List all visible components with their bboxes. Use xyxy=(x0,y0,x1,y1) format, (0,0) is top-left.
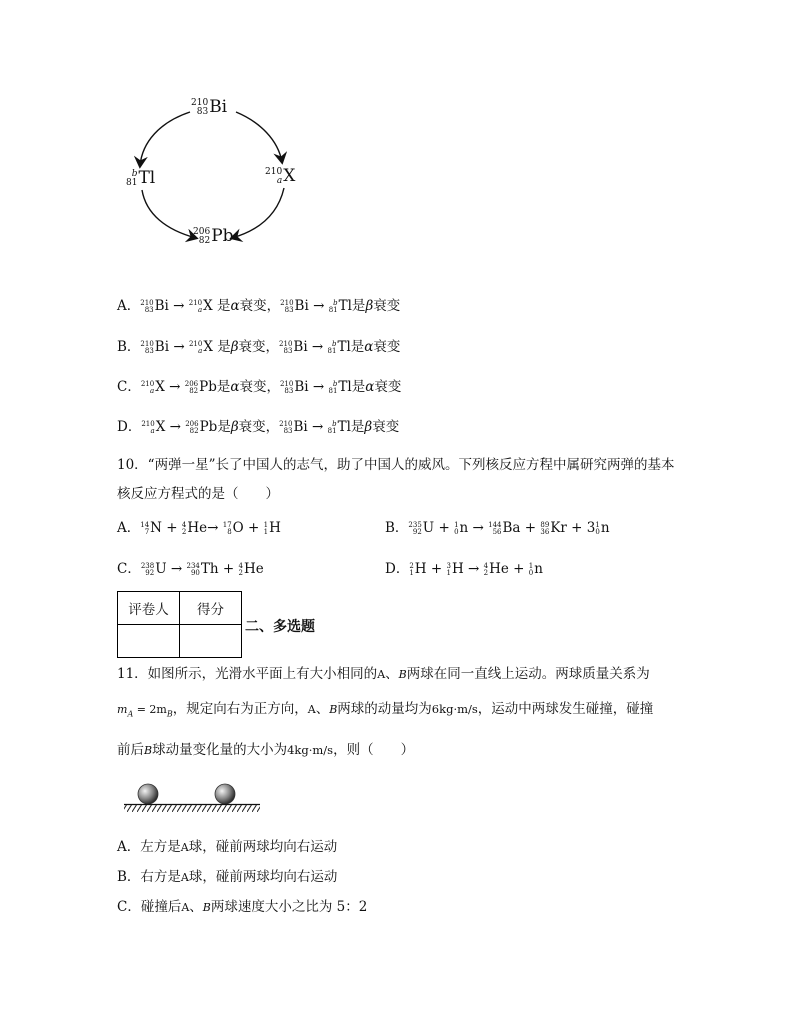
score-table-cell-grader[interactable] xyxy=(118,625,180,658)
nuclide-bi: 210 83 Bi xyxy=(191,97,228,117)
score-table-header-grader: 评卷人 xyxy=(118,592,180,625)
section-heading-multiple-choice: 二、多选题 xyxy=(245,619,315,635)
q10-option-b: B． 235 92 U + 1 0 n → 144 56 Ba + 89 36 Kr + 3 1 0 n xyxy=(385,520,610,536)
q11-option-c: C．碰撞后A、B两球速度大小之比为 5：2 xyxy=(117,899,368,915)
two-balls-figure xyxy=(122,780,262,816)
score-table-header-score: 得分 xyxy=(180,592,242,625)
q11-stem-line2: $m_A = 2m_B$，规定向右为正方向，A、B两球的动量均为6kg·m/s，运动中两球发生碰撞，碰撞 xyxy=(117,701,654,719)
nuclide-tl: b 81 Tl xyxy=(126,168,156,188)
arrow-tl-to-pb xyxy=(142,190,196,238)
q9-option-a: A． 210 83 Bi → 210 a X 是α衰变， 210 83 Bi → b 81 Tl是β衰变 xyxy=(117,298,401,314)
q9-option-d: D． 210 a X → 206 82 Pb是β衰变， 210 83 Bi → b 81 Tl是β衰变 xyxy=(117,419,400,435)
arrow-bi-to-x xyxy=(236,112,282,162)
q10-option-c: C． 238 92 U → 234 90 Th + 4 2 He xyxy=(117,561,264,577)
score-table-cell-score[interactable] xyxy=(180,625,242,658)
ground-hatching xyxy=(124,805,260,812)
q11-option-b: B．右方是A球，碰前两球均向右运动 xyxy=(117,869,338,885)
q11-option-a: A．左方是A球，碰前两球均向右运动 xyxy=(117,839,338,855)
q10-option-a: A． 14 7 N + 4 2 He→ 17 8 O + 1 1 H xyxy=(117,520,281,536)
ball-left xyxy=(138,784,158,804)
q10-stem-line1: 10．“两弹一星”长了中国人的志气，助了中国人的威风。下列核反应方程中属研究两弹的基本 xyxy=(117,457,675,473)
q9-option-c: C． 210 a X → 206 82 Pb是α衰变， 210 83 Bi → b 81 Tl是α衰变 xyxy=(117,379,402,395)
q10-stem-line2: 核反应方程式的是（ ） xyxy=(117,486,279,502)
nuclide-pb: 206 82 Pb xyxy=(193,226,234,246)
arrow-bi-to-tl xyxy=(140,112,190,166)
q11-stem-line1: 11．如图所示，光滑水平面上有大小相同的A、B两球在同一直线上运动。两球质量关系为 xyxy=(117,666,650,682)
nuclide-x: 210 a X xyxy=(265,166,296,186)
q10-option-d: D． 2 1 H + 3 1 H → 4 2 He + 1 0 n xyxy=(385,561,543,577)
ball-right xyxy=(215,784,235,804)
arrow-x-to-pb xyxy=(232,188,284,238)
q11-stem-line3: 前后B球动量变化量的大小为4kg·m/s，则（ ） xyxy=(117,742,415,758)
score-table xyxy=(117,591,242,658)
q9-option-b: B． 210 83 Bi → 210 a X 是β衰变， 210 83 Bi → b 81 Tl是α衰变 xyxy=(117,339,401,355)
